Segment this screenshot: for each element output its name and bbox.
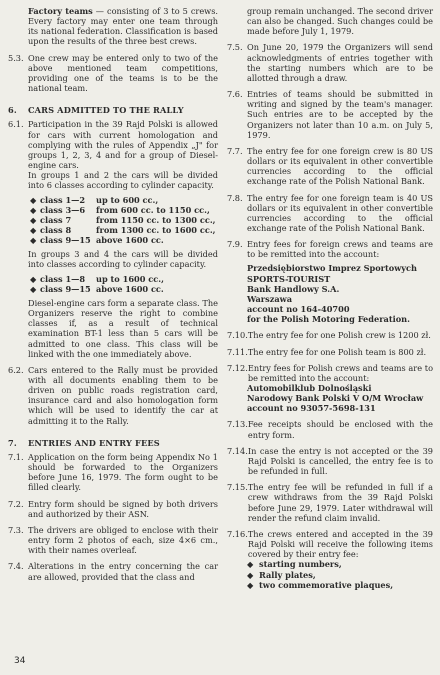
account-line: Narodowy Bank Polski V O/M Wrocław	[247, 393, 424, 404]
class-capacity: from 1150 cc. to 1300 cc.,	[96, 214, 216, 225]
section-7-heading	[8, 438, 218, 448]
paragraph-text: The entry fee will be refunded in full if a crew withdraws from the 39 Rajd Polski before June 29, 1979. Later withdrawal will render the refund claim invalid.	[247, 482, 433, 523]
page-number: 34	[14, 656, 26, 666]
class-capacity: above 1600 cc.	[96, 283, 164, 294]
paragraph-7-7	[227, 146, 433, 187]
class-row	[30, 205, 218, 215]
paragraph-7-9	[227, 239, 433, 259]
paragraph-number: 7.11.	[227, 346, 248, 357]
diamond-bullet-icon: ◆	[30, 214, 37, 225]
class-row	[30, 235, 218, 245]
paragraph-7-3	[8, 525, 218, 555]
paragraph-text: The entry fee for one Polish crew is 1200 zł.	[247, 330, 431, 341]
account-line: Bank Handlowy S.A.	[247, 283, 340, 294]
section-number: 7.	[8, 437, 17, 448]
account-line: account no 93057-5698-131	[247, 403, 376, 414]
paragraph-number: 7.10.	[227, 330, 248, 341]
paragraph-text: One crew may be entered only to two of the above mentioned team competitions, providing one of the teams is to be the national team.	[28, 52, 218, 94]
paragraph-number: 5.3.	[8, 52, 24, 63]
diamond-bullet-icon: ◆	[247, 559, 254, 570]
paragraph-6-1-groups-3-4: In groups 3 and 4 the cars will be divided into classes according to cylinder capacity.	[28, 249, 218, 270]
paragraph-7-13	[227, 419, 433, 439]
paragraph-text: Entry fees for foreign crews and teams are to be remitted into the account:	[247, 239, 433, 260]
paragraph-5-3	[8, 53, 218, 94]
paragraph-number: 7.16.	[227, 528, 248, 539]
class-name: class 3—6	[40, 204, 86, 215]
paragraph-7-4-continued: group remain unchanged. The second driver can also be changed. Such changes could be made before July 1, 1979.	[247, 6, 433, 37]
paragraph-number: 7.12.	[227, 362, 248, 373]
section-title: ENTRIES AND ENTRY FEES	[28, 437, 160, 448]
account-line: SPORTS-TOURIST	[247, 273, 331, 284]
fee-items-list	[227, 559, 433, 589]
paragraph-7-10	[227, 330, 433, 340]
class-capacity: from 1300 cc. to 1600 cc.,	[96, 224, 216, 235]
paragraph-number: 6.2.	[8, 364, 24, 375]
account-line: Automobilklub Dolnośląski	[247, 383, 372, 393]
paragraph-text: Alterations in the entry concerning the car are allowed, provided that the class and	[28, 561, 218, 582]
paragraph-7-12	[227, 363, 433, 383]
paragraph-7-8	[227, 193, 433, 234]
paragraph-text: On June 20, 1979 the Organizers will send acknowledgments of entries together with the starting numbers which are to be allotted through a draw.	[247, 42, 433, 83]
diamond-bullet-icon: ◆	[247, 579, 254, 590]
account-line: Warszawa	[247, 293, 293, 304]
paragraph-number: 7.2.	[8, 498, 24, 509]
class-capacity: up to 1600 cc.,	[96, 273, 164, 284]
factory-teams-term: Factory teams	[28, 6, 93, 16]
diamond-bullet-icon: ◆	[30, 283, 37, 294]
section-title: CARS ADMITTED TO THE RALLY	[28, 105, 184, 116]
class-name: class 1—2	[40, 194, 86, 205]
fee-item-text: starting numbers,	[259, 559, 342, 570]
paragraph-7-1	[8, 452, 218, 493]
factory-teams-text: — consisting of 3 to 5 crews. Every factory may enter one team through its national federation. Classification is based upon the results of the three best crews.	[28, 6, 218, 47]
paragraph-text: The crews entered and accepted in the 39 Rajd Polski will receive the following items covered by their entry fee:	[247, 528, 433, 560]
paragraph-text: In case the entry is not accepted or the 39 Rajd Polski is cancelled, the entry fee is to be refunded in full.	[247, 445, 433, 477]
class-row	[30, 215, 218, 225]
paragraph-6-2	[8, 365, 218, 426]
diamond-bullet-icon: ◆	[247, 569, 254, 580]
paragraph-number: 7.3.	[8, 524, 24, 535]
paragraph-text: Fee receipts should be enclosed with the entry form.	[247, 419, 433, 440]
paragraph-7-15	[227, 482, 433, 523]
right-column	[227, 6, 433, 590]
diamond-bullet-icon: ◆	[30, 194, 37, 205]
paragraph-text: Entries of teams should be submitted in writing and signed by the team's manager. Such entries are to be accepted by the Organizers not later than 10 a.m. on July 5, 1979.	[247, 89, 433, 140]
paragraph-text: Participation in the 39 Rajd Polski is allowed for cars with current homologation and complying with the rules of Appendix „J" for groups 1, 2, 3, 4 and for a group of Diesel-engine cars.	[28, 119, 218, 171]
paragraph-text: The drivers are obliged to enclose with their entry form 2 photos of each, size 4×6 cm., with their names overleaf.	[28, 524, 218, 556]
paragraph-6-1	[8, 119, 218, 170]
fee-item	[247, 570, 433, 580]
class-list-groups-1-2	[8, 195, 218, 246]
paragraph-7-4	[8, 561, 218, 581]
class-list-groups-3-4	[8, 274, 218, 294]
paragraph-7-5	[227, 42, 433, 83]
foreign-account-block	[227, 263, 433, 324]
paragraph-text: The entry fee for one foreign crew is 80 US dollars or its equivalent in other convertible currencies according to the official exchange rate of the Polish National Bank.	[247, 145, 433, 187]
fee-item-text: Rally plates,	[259, 569, 316, 580]
paragraph-7-6	[227, 89, 433, 140]
paragraph-number: 7.14.	[227, 445, 248, 456]
paragraph-7-2	[8, 499, 218, 519]
paragraph-7-11	[227, 347, 433, 357]
paragraph-number: 7.4.	[8, 561, 24, 572]
diamond-bullet-icon: ◆	[30, 204, 37, 215]
account-line: for the Polish Motoring Federation.	[247, 314, 410, 325]
paragraph-text: Entry fees for Polish crews and teams are to be remitted into the account:	[247, 362, 433, 383]
class-capacity: from 600 cc. to 1150 cc.,	[96, 204, 210, 215]
fee-item	[247, 580, 433, 590]
polish-account-block	[227, 383, 433, 413]
paragraph-number: 6.1.	[8, 119, 24, 130]
factory-teams-paragraph	[28, 6, 218, 47]
class-name: class 8	[40, 224, 72, 235]
diamond-bullet-icon: ◆	[30, 235, 37, 246]
class-name: class 9—15	[40, 283, 91, 294]
paragraph-number: 7.13.	[227, 419, 248, 430]
paragraph-text: The entry fee for one Polish team is 800 zł.	[247, 346, 427, 357]
paragraph-7-14	[227, 446, 433, 476]
paragraph-number: 7.8.	[227, 192, 243, 203]
paragraph-6-1-diesel: Diesel-engine cars form a separate class. The Organizers reserve the right to combine classes if, as a result of technical examination BT-1 less than 5 cars will be admitted to one class. This class will be linked with the one immediately above.	[28, 297, 218, 359]
class-name: class 9—15	[40, 235, 91, 246]
fee-item	[247, 559, 433, 569]
paragraph-6-1-groups-1-2: In groups 1 and 2 the cars will be divided into 6 classes according to cylinder capacity.	[28, 170, 218, 191]
class-name: class 7	[40, 214, 72, 225]
paragraph-text: Entry form should be signed by both drivers and authorized by their ASN.	[28, 498, 218, 519]
account-line: account no 164-40700	[247, 304, 350, 315]
paragraph-7-16	[227, 529, 433, 559]
paragraph-number: 7.15.	[227, 482, 248, 493]
class-capacity: above 1600 cc.	[96, 235, 164, 246]
class-row	[30, 284, 218, 294]
class-row	[30, 225, 218, 235]
paragraph-text: Application on the form being Appendix No 1 should be forwarded to the Organizers before June 16, 1979. The form ought to be filled clearly.	[28, 451, 218, 493]
paragraph-number: 7.7.	[227, 145, 243, 156]
paragraph-number: 7.9.	[227, 239, 243, 250]
paragraph-number: 7.5.	[227, 42, 243, 53]
section-number: 6.	[8, 105, 17, 116]
account-line: Przedsiębiorstwo Imprez Sportowych	[247, 263, 417, 274]
paragraph-number: 7.1.	[8, 451, 24, 462]
diamond-bullet-icon: ◆	[30, 273, 37, 284]
class-row	[30, 274, 218, 284]
class-capacity: up to 600 cc.,	[96, 194, 159, 205]
paragraph-text: Cars entered to the Rally must be provided with all documents enabling them to be driven on public roads registration card, insurance card and also homologation form which will be used to identify the car at admitting it to the Rally.	[28, 364, 218, 426]
diamond-bullet-icon: ◆	[30, 224, 37, 235]
paragraph-text: The entry fee for one foreign team is 40 US dollars or its equivalent in other convertible currencies according to the official exchange rate of the Polish National Bank.	[247, 192, 433, 233]
paragraph-number: 7.6.	[227, 89, 243, 100]
fee-item-text: two commemorative plaques,	[259, 579, 394, 590]
class-row	[30, 195, 218, 205]
left-column	[8, 6, 218, 582]
class-name: class 1—8	[40, 273, 86, 284]
section-6-heading	[8, 105, 218, 115]
